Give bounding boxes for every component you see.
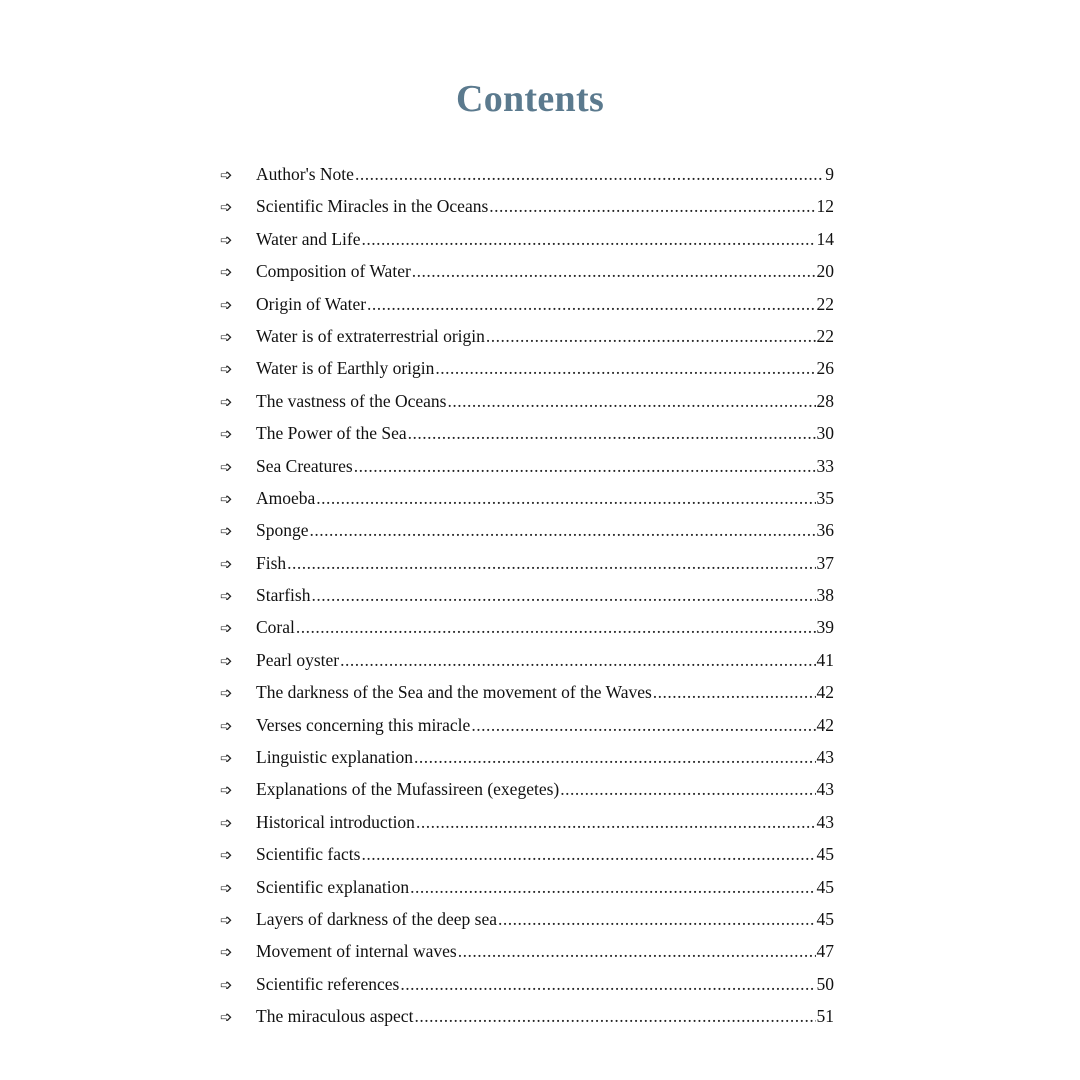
toc-entry-page: 45	[816, 844, 834, 865]
toc-entry-page: 45	[816, 876, 834, 897]
toc-entry-title: Scientific Miracles in the Oceans	[256, 196, 489, 217]
arrow-bullet-icon: ➩	[220, 684, 233, 703]
arrow-bullet-icon: ➩	[220, 295, 233, 314]
toc-entry-title: Historical introduction	[256, 811, 415, 832]
toc-entry-page: 30	[816, 423, 834, 444]
toc-entry-page: 43	[816, 747, 834, 768]
toc-entry-page: 39	[816, 617, 834, 638]
toc-entry[interactable]	[216, 385, 834, 417]
arrow-bullet-icon: ➩	[220, 846, 233, 865]
dot-leader	[354, 450, 816, 482]
toc-entry[interactable]	[216, 709, 834, 741]
arrow-bullet-icon: ➩	[220, 813, 233, 832]
toc-entry-page: 35	[816, 487, 834, 508]
toc-entry[interactable]	[216, 838, 834, 870]
toc-entry-title: Author's Note	[256, 164, 354, 184]
toc-entry-page: 28	[816, 390, 834, 411]
toc-entry-title: Starfish	[256, 585, 311, 606]
toc-entry-page: 22	[816, 325, 834, 346]
arrow-bullet-icon: ➩	[220, 910, 233, 929]
arrow-bullet-icon: ➩	[220, 392, 233, 411]
dot-leader	[361, 838, 815, 870]
arrow-bullet-icon: ➩	[220, 230, 233, 249]
toc-entry[interactable]	[216, 871, 834, 903]
toc-entry-page: 36	[816, 520, 834, 541]
arrow-bullet-icon: ➩	[220, 425, 233, 444]
toc-entry-page: 45	[816, 908, 834, 929]
arrow-bullet-icon: ➩	[220, 489, 233, 508]
dot-leader	[362, 223, 816, 255]
toc-entry-title: Water is of extraterrestrial origin	[256, 325, 485, 346]
arrow-bullet-icon: ➩	[220, 457, 233, 476]
toc-entry[interactable]	[216, 1000, 834, 1032]
toc-entry[interactable]	[216, 935, 834, 967]
toc-entry[interactable]	[216, 741, 834, 773]
toc-entry-title: Explanations of the Mufassireen (exegetes)	[256, 779, 560, 800]
toc-entry[interactable]	[216, 903, 834, 935]
toc-entry[interactable]	[216, 773, 834, 805]
toc-entry[interactable]	[216, 644, 834, 676]
dot-leader	[287, 547, 815, 579]
dot-leader	[400, 968, 815, 1000]
toc-entry[interactable]	[216, 223, 834, 255]
dot-leader	[560, 773, 815, 805]
toc-entry[interactable]	[216, 514, 834, 546]
toc-entry-page: 37	[816, 552, 834, 573]
toc-entry-page: 26	[816, 358, 834, 379]
toc-entry-title: Amoeba	[256, 487, 316, 508]
toc-entry[interactable]	[216, 255, 834, 287]
arrow-bullet-icon: ➩	[220, 975, 233, 994]
toc-entry-page: 9	[825, 164, 834, 184]
toc-entry-page: 51	[816, 1006, 834, 1027]
toc-entry-title: Fish	[256, 552, 287, 573]
toc-entry[interactable]	[216, 547, 834, 579]
toc-entry-title: Coral	[256, 617, 295, 638]
toc-entry-title: Movement of internal waves	[256, 941, 457, 962]
arrow-bullet-icon: ➩	[220, 1008, 233, 1027]
dot-leader	[355, 158, 824, 190]
toc-entry[interactable]	[216, 482, 834, 514]
toc-entry[interactable]	[216, 676, 834, 708]
arrow-bullet-icon: ➩	[220, 619, 233, 638]
toc-entry-title: The Power of the Sea	[256, 423, 407, 444]
dot-leader	[367, 288, 815, 320]
arrow-bullet-icon: ➩	[220, 781, 233, 800]
toc-entry[interactable]	[216, 806, 834, 838]
dot-leader	[311, 579, 815, 611]
dot-leader	[296, 611, 816, 643]
toc-entry[interactable]	[216, 450, 834, 482]
toc-entry-page: 50	[816, 973, 834, 994]
toc-entry-title: Scientific references	[256, 973, 400, 994]
toc-entry[interactable]	[216, 320, 834, 352]
dot-leader	[340, 644, 815, 676]
toc-entry-page: 38	[816, 585, 834, 606]
toc-entry-page: 42	[816, 682, 834, 703]
arrow-bullet-icon: ➩	[220, 263, 233, 282]
toc-entry-page: 43	[816, 779, 834, 800]
toc-entry[interactable]	[216, 190, 834, 222]
dot-leader	[435, 352, 815, 384]
toc-entry-page: 43	[816, 811, 834, 832]
dot-leader	[486, 320, 816, 352]
toc-entry-page: 33	[816, 455, 834, 476]
toc-entry-title: The vastness of the Oceans	[256, 390, 447, 411]
toc-entry-title: Scientific explanation	[256, 876, 410, 897]
toc-entry[interactable]	[216, 288, 834, 320]
arrow-bullet-icon: ➩	[220, 554, 233, 573]
arrow-bullet-icon: ➩	[220, 198, 233, 217]
arrow-bullet-icon: ➩	[220, 716, 233, 735]
arrow-bullet-icon: ➩	[220, 360, 233, 379]
arrow-bullet-icon: ➩	[220, 749, 233, 768]
toc-entry-title: Linguistic explanation	[256, 747, 413, 768]
dot-leader	[448, 385, 816, 417]
dot-leader	[410, 871, 815, 903]
dot-leader	[471, 709, 815, 741]
arrow-bullet-icon: ➩	[220, 166, 233, 184]
arrow-bullet-icon: ➩	[220, 587, 233, 606]
dot-leader	[458, 935, 816, 967]
toc-entry[interactable]	[216, 158, 834, 190]
toc-entry[interactable]	[216, 968, 834, 1000]
toc-entry-page: 41	[816, 649, 834, 670]
toc-entry-title: The miraculous aspect	[256, 1006, 414, 1027]
dot-leader	[316, 482, 815, 514]
toc-entry-page: 20	[816, 261, 834, 282]
toc-entry-title: Origin of Water	[256, 293, 367, 314]
arrow-bullet-icon: ➩	[220, 943, 233, 962]
arrow-bullet-icon: ➩	[220, 878, 233, 897]
toc-entry-title: Scientific facts	[256, 844, 361, 865]
toc-entry-title: Layers of darkness of the deep sea	[256, 908, 498, 929]
page-title: Contents	[455, 78, 605, 121]
toc-entry-page: 22	[816, 293, 834, 314]
dot-leader	[653, 676, 816, 708]
toc-entry-title: Sea Creatures	[256, 455, 353, 476]
toc-entry-title: Water and Life	[256, 228, 361, 249]
toc-entry-title: Verses concerning this miracle	[256, 714, 471, 735]
toc-entry-page: 42	[816, 714, 834, 735]
dot-leader	[414, 1000, 815, 1032]
toc-entry[interactable]	[216, 417, 834, 449]
toc-entry[interactable]	[216, 352, 834, 384]
dot-leader	[416, 806, 816, 838]
dot-leader	[498, 903, 815, 935]
toc-entry[interactable]	[216, 579, 834, 611]
dot-leader	[414, 741, 816, 773]
toc-entry[interactable]	[216, 611, 834, 643]
dot-leader	[489, 190, 815, 222]
toc-entry-title: The darkness of the Sea and the movement of the Waves	[256, 682, 652, 703]
dot-leader	[310, 514, 816, 546]
toc-entry-title: Water is of Earthly origin	[256, 358, 435, 379]
arrow-bullet-icon: ➩	[220, 651, 233, 670]
toc-entry-page: 12	[816, 196, 834, 217]
toc-entry-title: Sponge	[256, 520, 309, 541]
toc-entry-title: Composition of Water	[256, 261, 411, 282]
toc-entry-page: 47	[816, 941, 834, 962]
toc-entry-title: Pearl oyster	[256, 649, 340, 670]
toc-entry-page: 14	[816, 228, 834, 249]
arrow-bullet-icon: ➩	[220, 522, 233, 541]
arrow-bullet-icon: ➩	[220, 327, 233, 346]
dot-leader	[412, 255, 816, 287]
dot-leader	[408, 417, 816, 449]
table-of-contents	[216, 158, 834, 1033]
